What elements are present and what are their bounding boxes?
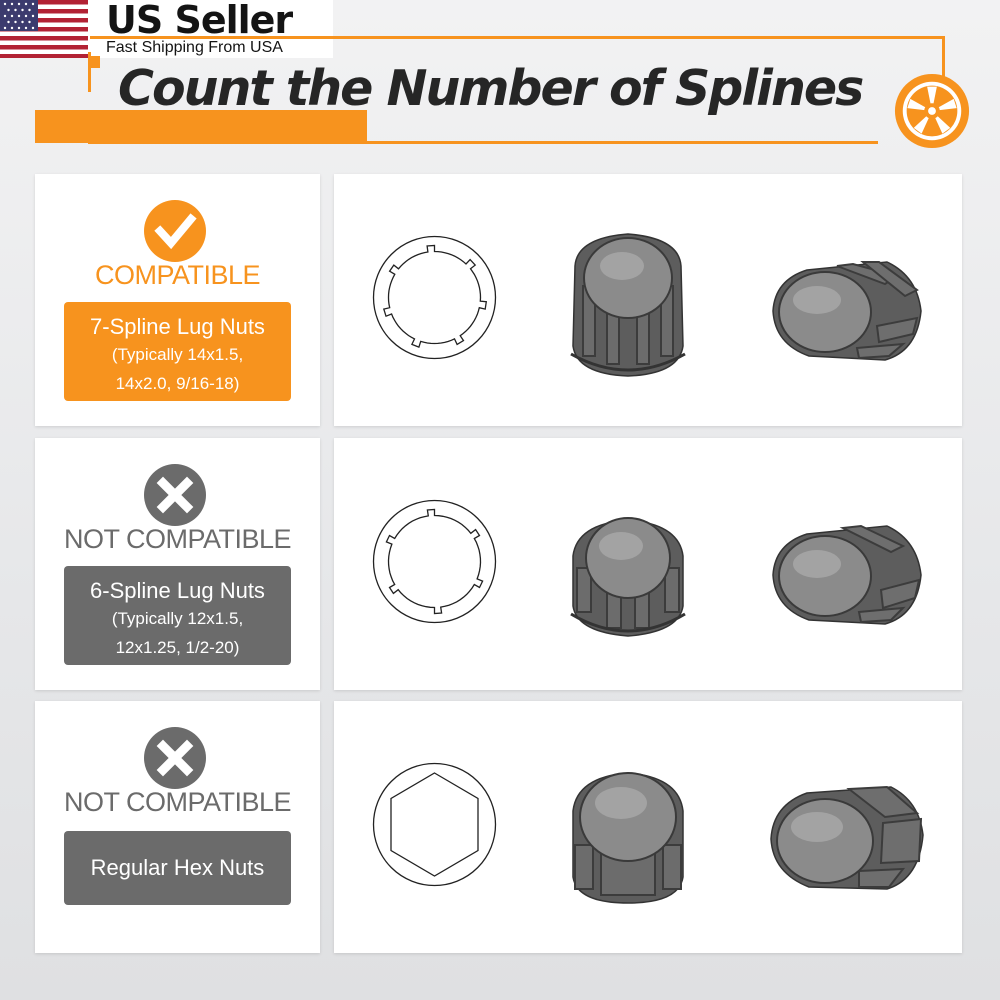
- spec-detail: 14x2.0, 9/16-18): [115, 374, 240, 393]
- compatibility-row-7-spline: [35, 174, 962, 426]
- checkmark-icon: [144, 200, 206, 262]
- wheel-icon: [893, 72, 971, 150]
- seven-spline-nut-angled-icon: [767, 256, 927, 366]
- us-flag-icon: [0, 0, 88, 58]
- spec-name: Regular Hex Nuts: [90, 855, 265, 880]
- hex-nut-angled-icon: [767, 783, 927, 893]
- hex-profile-icon: [371, 761, 498, 888]
- hex-nut-front-icon: [567, 753, 689, 905]
- status-label: COMPATIBLE: [94, 260, 261, 290]
- spec-name: 7-Spline Lug Nuts: [90, 314, 265, 339]
- seven-spline-nut-front-icon: [567, 226, 689, 378]
- status-label: NOT COMPATIBLE: [63, 787, 292, 817]
- status-panel: [35, 174, 320, 426]
- x-mark-icon: [144, 727, 206, 789]
- spec-name: 6-Spline Lug Nuts: [90, 578, 265, 603]
- x-mark-icon: [144, 464, 206, 526]
- six-spline-profile-icon: [371, 498, 498, 625]
- status-panel: [35, 701, 320, 953]
- compatibility-row-hex: [35, 701, 962, 953]
- spec-detail: (Typically 14x1.5,: [111, 345, 244, 364]
- page-title: Count the Number of Splines: [118, 60, 863, 117]
- status-label: NOT COMPATIBLE: [63, 524, 292, 554]
- illustration-panel: [334, 174, 962, 426]
- six-spline-nut-angled-icon: [767, 520, 927, 630]
- spec-box: [64, 831, 291, 905]
- six-spline-nut-front-icon: [567, 490, 689, 642]
- spec-detail: (Typically 12x1.5,: [111, 609, 244, 628]
- spec-box: [64, 566, 291, 665]
- seller-subtitle: Fast Shipping From USA: [106, 39, 283, 56]
- seller-title: US Seller: [106, 0, 293, 42]
- status-panel: [35, 438, 320, 690]
- compatibility-row-6-spline: [35, 438, 962, 690]
- spec-detail: 12x1.25, 1/2-20): [115, 638, 240, 657]
- illustration-panel: [334, 701, 962, 953]
- illustration-panel: [334, 438, 962, 690]
- seven-spline-profile-icon: [371, 234, 498, 361]
- header-corner-accent: [88, 56, 100, 68]
- header-frame-line: [90, 36, 945, 39]
- us-seller-badge: [0, 0, 333, 58]
- spec-box: [64, 302, 291, 401]
